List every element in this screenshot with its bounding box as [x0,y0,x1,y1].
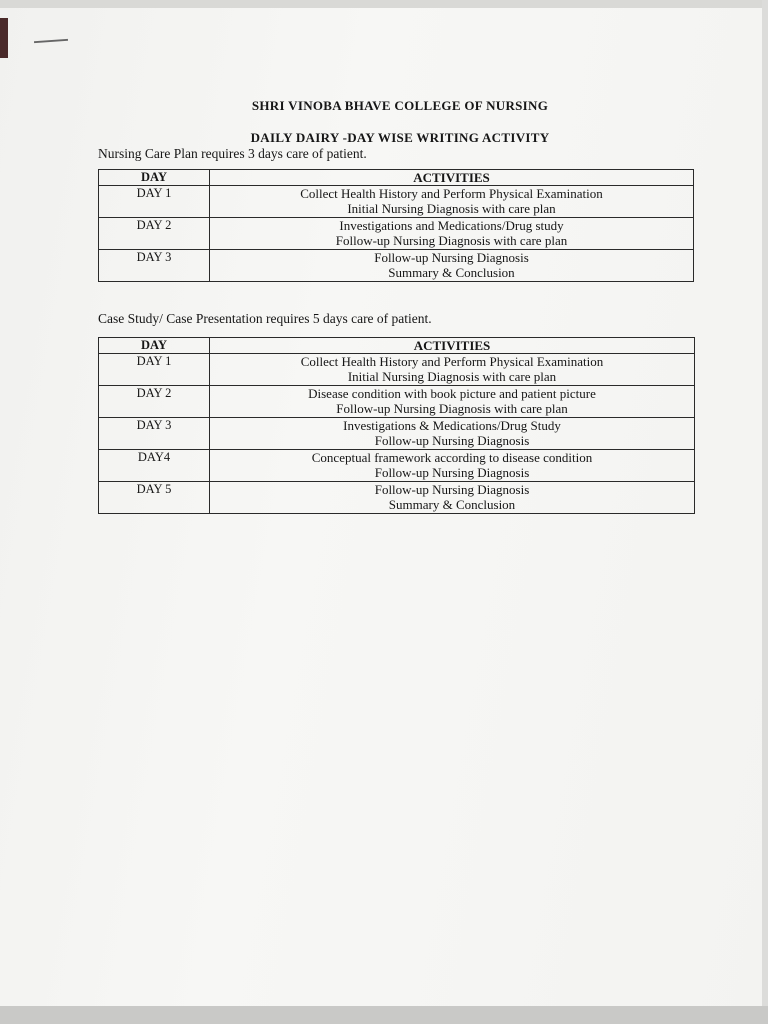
day-cell: DAY 2 [99,386,210,418]
column-header-day: DAY [99,338,210,354]
college-title: SHRI VINOBA BHAVE COLLEGE OF NURSING [251,98,549,113]
activity-line: Initial Nursing Diagnosis with care plan [347,369,557,384]
page-right-edge [762,0,768,1024]
activity-line: Collect Health History and Perform Physical Examination [300,186,603,201]
activity-line: Summary & Conclusion [388,265,515,280]
table-row [99,218,694,250]
activities-cell [210,250,694,282]
page-bottom-edge [0,1006,768,1024]
page-left-edge [0,18,8,58]
table-row [99,450,695,482]
activity-line: Follow-up Nursing Diagnosis [374,465,530,480]
activity-line: Summary & Conclusion [388,497,516,512]
activity-line: Follow-up Nursing Diagnosis [374,250,529,265]
activity-line: Disease condition with book picture and patient picture [308,386,596,401]
document-subtitle: DAILY DAIRY -DAY WISE WRITING ACTIVITY [250,130,550,145]
activity-line: Investigations and Medications/Drug study [339,218,564,233]
activities-cell [210,482,695,514]
activities-cell [210,186,694,218]
table-row [99,354,695,386]
activities-cell [210,354,695,386]
day-cell: DAY 5 [99,482,210,514]
day-cell: DAY 3 [99,250,210,282]
day-cell: DAY 1 [99,186,210,218]
care-plan-table [98,169,694,282]
table-row [99,250,694,282]
activity-line: Follow-up Nursing Diagnosis with care plan [335,233,568,248]
table-row [99,186,694,218]
column-header-day: DAY [99,170,210,186]
day-cell: DAY 1 [99,354,210,386]
activity-line: Follow-up Nursing Diagnosis with care plan [336,401,568,416]
activity-line: Follow-up Nursing Diagnosis [374,433,530,448]
pen-mark [34,39,68,43]
activity-line: Initial Nursing Diagnosis with care plan [347,201,556,216]
activities-cell [210,218,694,250]
activities-cell [210,418,695,450]
case-study-intro: Case Study/ Case Presentation requires 5 days care of patient. [98,311,432,326]
activities-cell [210,450,695,482]
care-plan-intro: Nursing Care Plan requires 3 days care of patient. [98,146,367,161]
case-study-table [98,337,695,514]
activity-line: Investigations & Medications/Drug Study [343,418,561,433]
day-cell: DAY 3 [99,418,210,450]
column-header-activities: ACTIVITIES [210,338,695,354]
day-cell: DAY4 [99,450,210,482]
page-top-edge [0,0,768,8]
table-row [99,482,695,514]
table-row [99,386,695,418]
activities-cell [210,386,695,418]
table-row [99,418,695,450]
day-cell: DAY 2 [99,218,210,250]
column-header-activities: ACTIVITIES [210,170,694,186]
activity-line: Conceptual framework according to disease condition [311,450,593,465]
activity-line: Collect Health History and Perform Physical Examination [300,354,604,369]
activity-line: Follow-up Nursing Diagnosis [374,482,530,497]
